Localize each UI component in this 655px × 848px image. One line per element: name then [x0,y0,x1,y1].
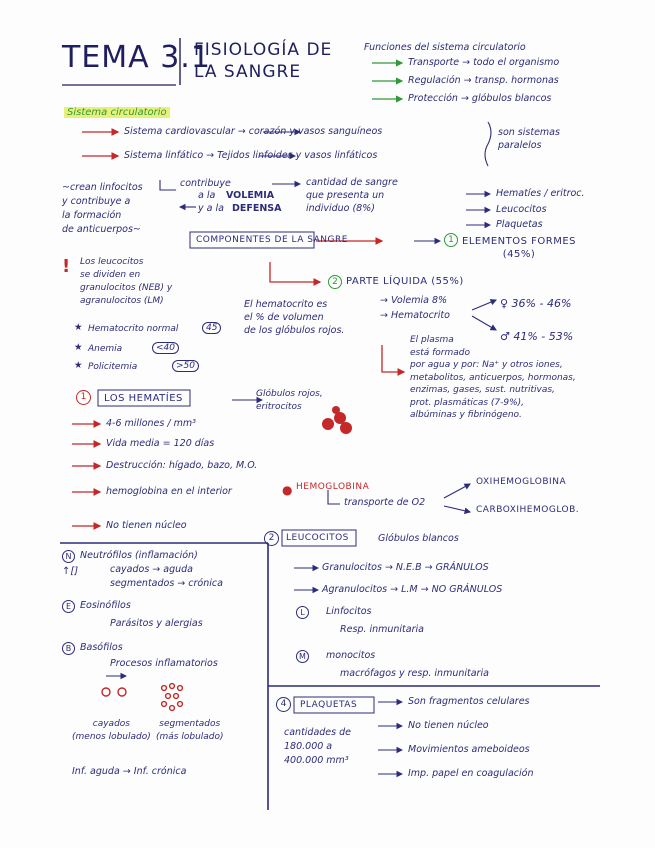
plaquetas-heading: PLAQUETAS [300,700,358,710]
volemia-item: → Volemia 8% [380,295,448,306]
increase-mark: ↑[] [62,566,79,577]
funciones-heading: Funciones del sistema circulatorio [364,42,526,53]
segmentados-caption: segmentados (más lobulado) [156,719,224,742]
volemia-definition: cantidad de sangre que presenta un individuo (8%) [306,177,398,214]
carboxihemoglobina: CARBOXIHEMOGLOB. [476,505,580,515]
elementos-formes: ELEMENTOS FORMES (45%) [462,236,577,260]
formes-item: Hematíes / eritroc. [496,188,585,199]
segmentados-item: segmentados → crónica [110,578,223,589]
hematies-item: 4-6 millones / mm³ [106,418,196,429]
normal-value: 45 [202,322,221,334]
basofilos-sub: Procesos inflamatorios [110,658,218,669]
formes-item: Plaquetas [496,219,543,230]
page-title-line1: FISIOLOGÍA DE [194,40,333,60]
sistema-cardio: Sistema cardiovascular → corazón y vasos sanguíneos [124,126,383,137]
leucocitos-note: Los leucocitos se dividen en granulocitos (NEB) y agranulocitos (LM) [80,257,173,306]
policitemia-label: Policitemia [88,362,138,372]
anemia-value: <40 [152,342,179,354]
plaquetas-cantidad: cantidades de 180.000 a 400.000 mm³ [284,727,352,766]
red-cells [322,406,352,434]
leucocitos-definition: Glóbulos blancos [378,533,459,544]
page-title-line2: LA SANGRE [194,62,302,82]
hematies-item: hemoglobina en el interior [106,486,232,497]
transporte-o2: transporte de O2 [344,497,426,508]
alert-icon: ! [62,256,71,277]
paralelos-note: son sistemas paralelos [498,127,560,151]
linfa-function-note: ~crean linfocitos y contribuye a la formación de anticuerpos~ [62,182,143,235]
parte-liquida: PARTE LÍQUIDA (55%) [346,276,464,287]
formes-item: Leucocitos [496,204,547,215]
inflamacion-note: Inf. aguda → Inf. crónica [72,766,187,777]
l-letter: L [296,606,309,619]
monocitos-label: monocitos [326,650,376,661]
plaquetas-number: 4 [276,697,291,712]
linfocitos-sub: Resp. inmunitaria [340,624,424,635]
monocitos-sub: macrófagos y resp. inmunitaria [340,668,489,679]
defensa-pre: y a la [198,203,224,214]
hematocrito-item: → Hematocrito [380,310,450,321]
m-letter: M [296,650,309,663]
hemoglobina-label: HEMOGLOBINA [296,482,370,492]
leucocitos-row: Granulocitos → N.E.B → GRÁNULOS [322,562,489,573]
volemia-label: VOLEMIA [226,190,275,201]
leucocitos-heading: LEUCOCITOS [286,533,349,543]
sistema-linfa: Sistema linfático → Tejidos linfoides y vasos linfáticos [124,150,378,161]
star-icon: ★ [74,342,83,353]
leucocitos-number: 2 [264,531,279,546]
contribuye-label: contribuye [180,178,231,189]
star-icon: ★ [74,360,83,371]
plaquetas-item: Imp. papel en coagulación [408,768,534,779]
hematies-item: Vida media = 120 días [106,438,215,449]
e-letter: E [62,600,75,613]
hematies-number: 1 [76,390,91,405]
plaquetas-item: Son fragmentos celulares [408,696,530,707]
leucocitos-row: Agranulocitos → L.M → NO GRÁNULOS [322,584,503,595]
normal-label: Hematocrito normal [88,324,179,334]
hematies-heading: LOS HEMATÍES [104,393,183,404]
componentes-heading: COMPONENTES DE LA SANGRE [196,235,348,245]
eosinofilos-sub: Parásitos y alergias [110,618,203,629]
defensa-label: DEFENSA [232,203,282,214]
funciones-arrows [372,63,402,99]
linfocitos-label: Linfocitos [326,606,372,617]
plaquetas-item: No tienen núcleo [408,720,489,731]
policitemia-value: >50 [172,360,199,372]
anemia-label: Anemia [88,344,123,354]
b-letter: B [62,642,75,655]
topic-number: TEMA 3.1 [62,40,211,75]
plaquetas-item: Movimientos ameboideos [408,744,530,755]
nucleus-sketches [102,684,182,711]
hematies-item: No tienen núcleo [106,520,187,531]
drop-icon: ● [282,483,293,497]
funcion-item: Transporte → todo el organismo [408,57,560,68]
n-letter: N [62,550,75,563]
female-range: ♀ 36% - 46% [500,297,572,310]
elementos-number: 1 [444,233,458,247]
neutrofilos-label: Neutrófilos (inflamación) [80,550,198,561]
hematies-definition: Glóbulos rojos, eritrocitos [256,389,323,412]
eosinofilos-label: Eosinófilos [80,600,131,611]
sistema-heading: Sistema circulatorio [64,107,170,118]
cayados-item: cayados → aguda [110,564,194,575]
hematies-item: Destrucción: hígado, bazo, M.O. [106,460,258,471]
cayados-caption: cayados (menos lobulado) [72,719,151,742]
oxihemoglobina: OXIHEMOGLOBINA [476,477,567,487]
funcion-item: Protección → glóbulos blancos [408,93,552,104]
volemia-pre: a la [198,190,216,201]
star-icon: ★ [74,322,83,333]
male-range: ♂ 41% - 53% [500,330,574,343]
basofilos-label: Basófilos [80,642,123,653]
liquida-number: 2 [328,275,342,289]
funcion-item: Regulación → transp. hormonas [408,75,559,86]
plasma-composition: El plasma está formado por agua y por: Na⁺ y otros iones, metabolitos, anticuerpos, hormonas, enzimas, gases, sust. nutritivas, prot. plasmáticas (7-9%), albúminas y fibrinógeno. [410,335,576,420]
hematocrito-definition: El hematocrito es el % de volumen de los glóbulos rojos. [244,299,345,336]
